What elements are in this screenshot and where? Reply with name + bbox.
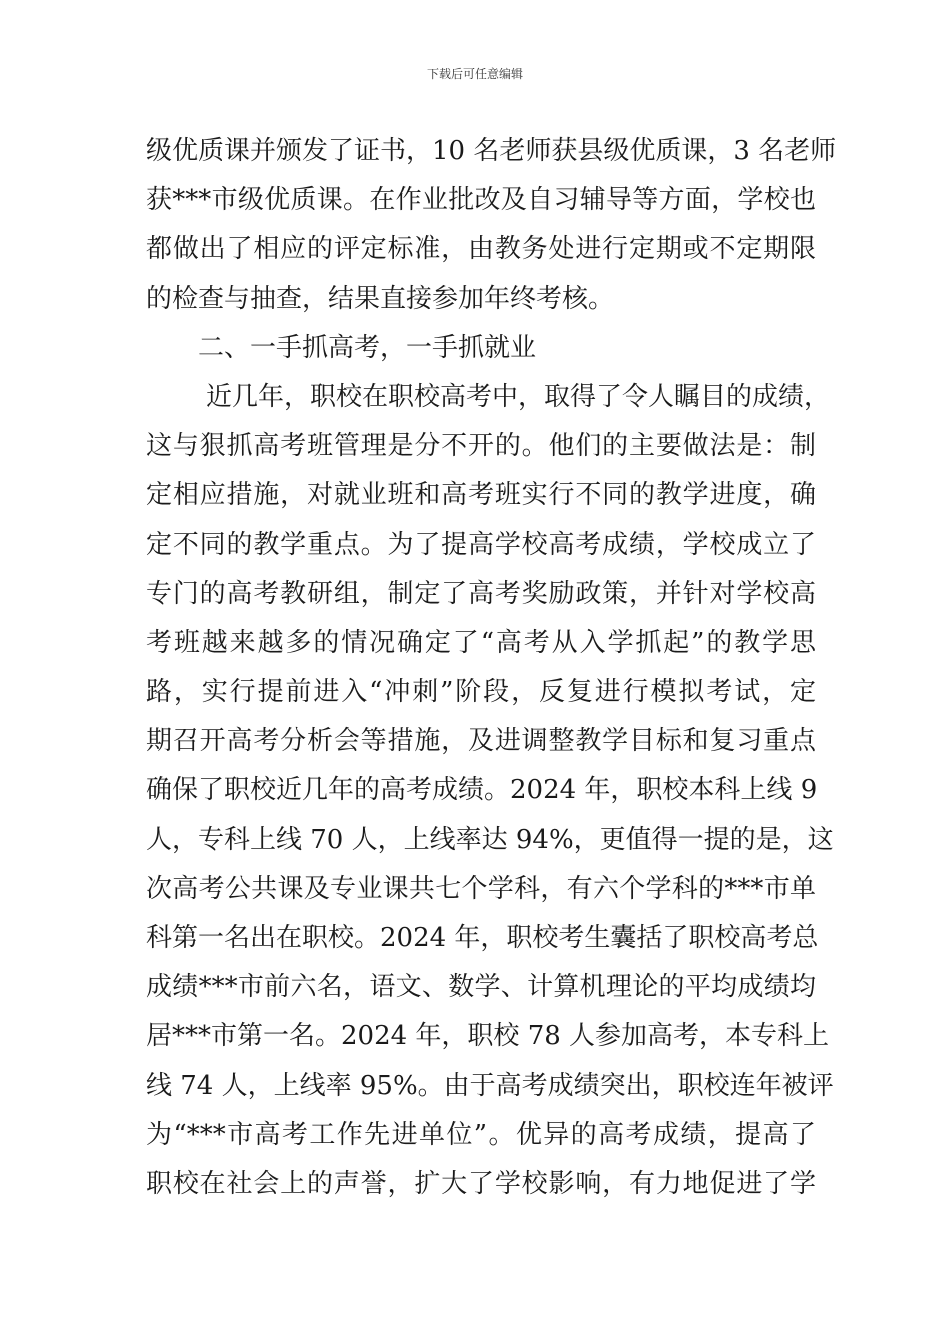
page-header: 下载后可任意编辑 — [426, 67, 523, 81]
text-line: 人，专科上线 70 人，上线率达 94%，更值得一提的是，这 — [146, 824, 834, 855]
text-line: 确保了职校近几年的高考成绩。2024 年，职校本科上线 9 — [146, 775, 818, 806]
section-heading: 二、一手抓高考，一手抓就业 — [198, 332, 537, 363]
text-line: 成绩***市前六名，语文、数学、计算机理论的平均成绩均 — [146, 972, 816, 1003]
text-line: 这与狠抓高考班管理是分不开的。他们的主要做法是：制 — [146, 431, 816, 462]
text-line: 定不同的教学重点。为了提高学校高考成绩，学校成立了 — [146, 529, 816, 560]
text-line: 职校在社会上的声誉，扩大了学校影响，有力地促进了学 — [146, 1168, 816, 1199]
text-line: 定相应措施，对就业班和高考班实行不同的教学进度，确 — [146, 480, 816, 511]
text-line: 为“***市高考工作先进单位”。优异的高考成绩，提高了 — [146, 1119, 816, 1150]
text-line: 路，实行提前进入“冲刺”阶段，反复进行模拟考试，定 — [146, 677, 816, 708]
text-line: 次高考公共课及专业课共七个学科，有六个学科的***市单 — [146, 873, 816, 904]
text-line: 的检查与抽查，结果直接参加年终考核。 — [146, 283, 615, 314]
text-line: 获***市级优质课。在作业批改及自习辅导等方面，学校也 — [146, 185, 816, 216]
text-line: 都做出了相应的评定标准，由教务处进行定期或不定期限 — [146, 234, 816, 265]
document-body — [146, 127, 837, 1209]
text-line: 科第一名出在职校。2024 年，职校考生囊括了职校高考总 — [146, 923, 819, 953]
text-line: 考班越来越多的情况确定了“高考从入学抓起”的教学思 — [146, 627, 816, 658]
text-line: 近几年，职校在职校高考中，取得了令人瞩目的成绩， — [206, 381, 831, 412]
text-line: 居***市第一名。2024 年，职校 78 人参加高考，本专科上 — [146, 1021, 830, 1052]
text-line: 专门的高考教研组，制定了高考奖励政策，并针对学校高 — [146, 578, 816, 609]
text-line: 线 74 人，上线率 95%。由于高考成绩突出，职校连年被评 — [146, 1070, 834, 1101]
text-line: 级优质课并颁发了证书，10 名老师获县级优质课，3 名老师 — [146, 136, 837, 166]
text-line: 期召开高考分析会等措施，及进调整教学目标和复习重点 — [146, 726, 816, 757]
